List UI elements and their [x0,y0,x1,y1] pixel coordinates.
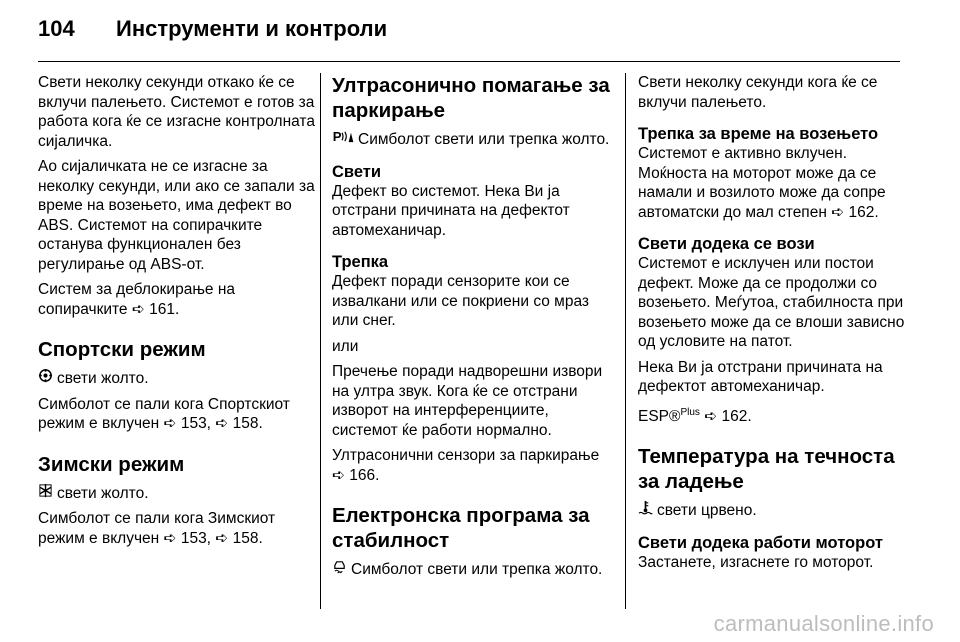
watermark: carmanualsonline.info [713,611,934,636]
column-divider [320,73,321,609]
flashing-while-driving-heading: Трепка за време на возењето [638,125,879,143]
winter-mode-heading: Зимски режим [38,452,185,476]
page-header [38,16,387,46]
abs-paragraph: Свети неколку секунди откако ќе се вклучи палењето. Системот е готов за работа кога ќе се изгасне контролната сијаличка. [38,74,315,150]
abs-fault-paragraph: Ао сијаличката не се изгасне за неколку секунди, или ако се запали за време на возењето, има дефект во ABS. Системот на сопирачките останува функционален без регулирање од ABS-от. [38,158,315,273]
sport-mode-body: Симболот се пали кога Спортскиот режим е вклучен ➪ 153, ➪ 158. [38,395,290,432]
page-number: 104 [38,16,75,41]
coolant-indicator-text: свети црвено. [657,502,757,520]
lit-body: Дефект во системот. Нека Ви ја отстрани причината на дефектот автомеханичар. [332,182,570,239]
esp-indicator [332,559,610,580]
header-rule [38,61,900,62]
engine-running-body: Застанете, изгаснете го моторот. [638,553,874,571]
sport-mode-indicator [38,368,316,389]
brake-release-paragraph: Систем за деблокирање на сопирачките ➪ 161. [38,281,236,318]
or-text: или [332,337,359,355]
coolant-indicator [638,500,916,521]
esp-lit-paragraph: Свети неколку секунди кога ќе се вклучи палењето. [638,74,878,111]
parking-assist-heading: Ултрасонично помагање за паркирање [332,74,610,122]
coolant-temperature-icon [638,500,653,521]
svg-text:P: P [332,129,342,144]
flashing-while-driving-body2: Моќноста на моторот може да се намали и возилото може да сопре автоматски до мал степен ➪ 162. [638,164,886,221]
column-2 [332,73,610,586]
lit-while-driving-heading: Свети додека се вози [638,235,815,253]
parking-assist-indicator-text: Симболот свети или трепка жолто. [358,131,610,148]
column-divider [625,73,626,609]
sport-mode-indicator-text: свети жолто. [57,370,149,387]
engine-running-heading: Свети додека работи моторот [638,533,883,552]
lit-heading: Свети [332,162,382,181]
esp-heading: Електронска програма за стабилност [332,504,590,552]
lit-while-driving-body2: Нека Ви ја отстрани причината на дефектот автомеханичар. [638,358,883,395]
esp-indicator-text: Симболот свети или трепка жолто. [351,561,603,578]
parking-sensors-ref: Ултрасонични сензори за паркирање ➪ 166. [332,447,600,484]
flashing-heading: Трепка [332,253,389,271]
sport-mode-icon [38,368,53,389]
flashing-while-driving-body1: Системот е активно вклучен. [638,145,848,162]
winter-mode-indicator-text: свети жолто. [57,484,149,502]
parking-assist-icon [332,129,354,150]
flashing-body: Дефект поради сензорите кои се извалкани или се покриени со мраз или снег. [332,273,589,329]
winter-mode-indicator [38,483,316,504]
lit-while-driving-body1: Системот е исклучен или постои дефект. Може да се продолжи со возењето. Меѓутоа, стабилноста при возењето може да се влоши зависно од условите на патот. [638,255,905,350]
column-3 [638,73,916,578]
page-title: Инструменти и контроли [116,16,388,41]
interference-text: Пречење поради надворешни извори на ултра звук. Кога ќе се отстрани изворот на интерференциите, системот ќе работи нормално. [332,363,603,439]
winter-mode-body: Симболот се пали кога Зимскиот режим е вклучен ➪ 153, ➪ 158. [38,510,276,547]
snowflake-icon [38,483,53,504]
esp-plus-page-ref: ➪ 162. [704,407,752,425]
esp-plus-label: ESP® [638,407,681,425]
column-1 [38,73,316,554]
esp-plus-ref [638,403,916,427]
sport-mode-heading: Спортски режим [38,338,206,361]
parking-assist-indicator [332,129,610,150]
esp-icon [332,559,347,580]
coolant-temperature-heading: Температура на течноста за ладење [638,445,895,494]
esp-plus-superscript: Plus [680,406,700,418]
